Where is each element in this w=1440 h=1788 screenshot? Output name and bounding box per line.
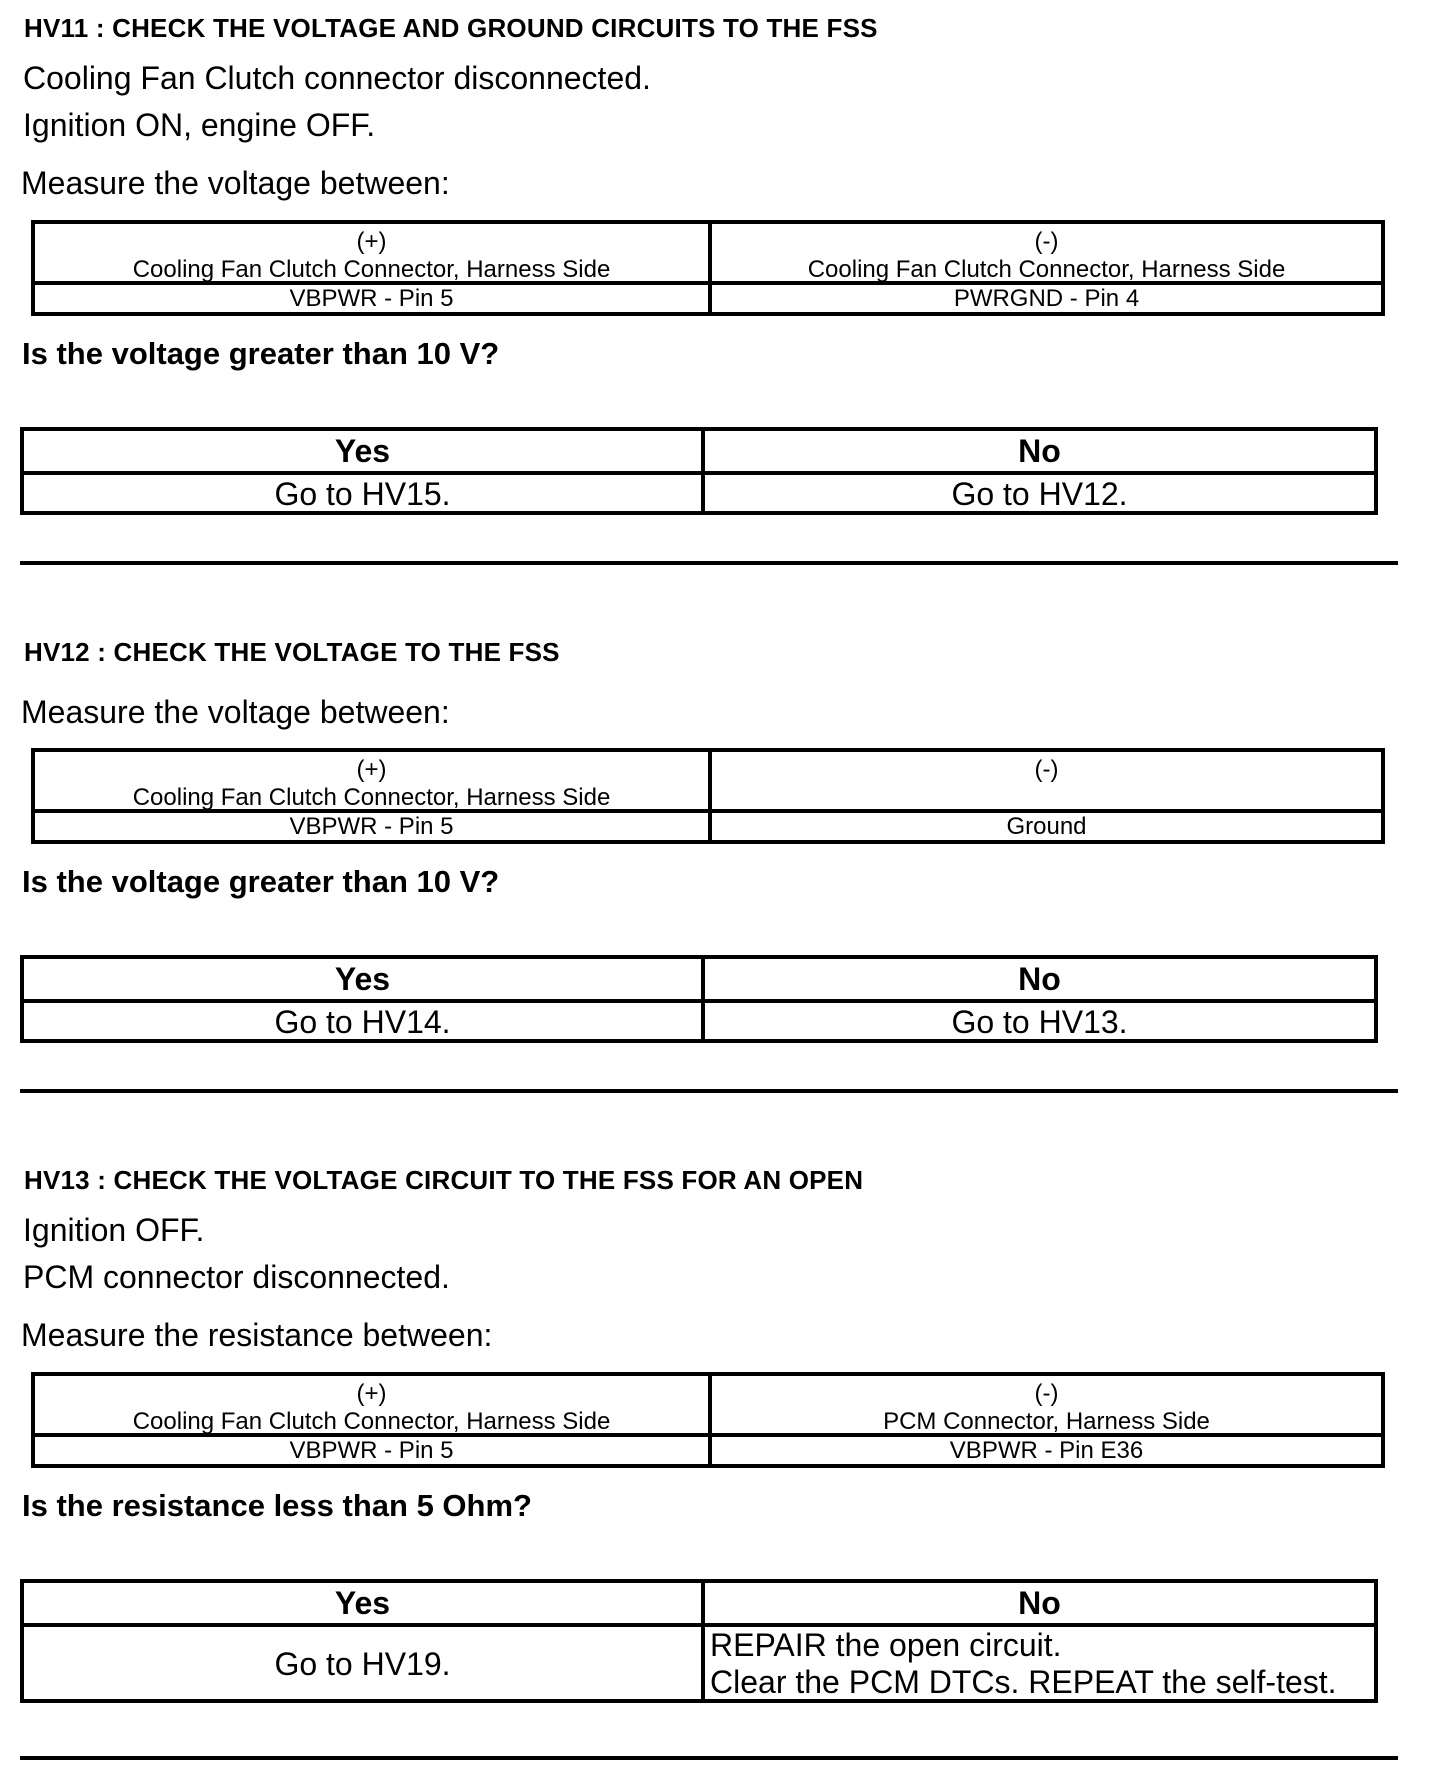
hv11-answer-table <box>20 427 1378 515</box>
hv13-answer-table <box>20 1579 1378 1703</box>
hv11-step-3: Measure the voltage between: <box>21 165 450 201</box>
hv11-measure-right-label: Cooling Fan Clutch Connector, Harness Side <box>807 256 1286 283</box>
hv11-measure-left-value: VBPWR - Pin 5 <box>289 285 454 312</box>
hv12-measure-left-sign: (+) <box>356 756 387 783</box>
hv11-step-2: Ignition ON, engine OFF. <box>23 107 376 143</box>
hv12-measure-right-value: Ground <box>1006 813 1087 840</box>
hv13-step-3: Measure the resistance between: <box>21 1317 493 1353</box>
hv13-measure-left-value: VBPWR - Pin 5 <box>289 1437 454 1464</box>
hv12-no-header: No <box>1018 961 1061 997</box>
hv12-no-value: Go to HV13. <box>951 1004 1128 1040</box>
hv13-measure-right-sign: (-) <box>1034 1380 1059 1407</box>
hv13-measure-right-label: PCM Connector, Harness Side <box>883 1408 1210 1435</box>
hv13-measure-table <box>31 1372 1385 1468</box>
hv13-step-2: PCM connector disconnected. <box>23 1259 450 1295</box>
hv11-measure-left-sign: (+) <box>356 228 387 255</box>
hv12-step-1: Measure the voltage between: <box>21 694 450 730</box>
hv13-yes-value: Go to HV19. <box>274 1646 451 1682</box>
hv11-no-header: No <box>1018 433 1061 469</box>
hv13-measure-right-value: VBPWR - Pin E36 <box>949 1437 1144 1464</box>
hv11-step-1: Cooling Fan Clutch connector disconnected. <box>23 60 651 96</box>
hv12-yes-value: Go to HV14. <box>274 1004 451 1040</box>
hv11-heading: HV11 : CHECK THE VOLTAGE AND GROUND CIRCUITS TO THE FSS <box>24 13 878 43</box>
hv13-no-line-1: REPAIR the open circuit. <box>710 1627 1062 1663</box>
hv12-heading: HV12 : CHECK THE VOLTAGE TO THE FSS <box>24 637 560 667</box>
hv13-heading: HV13 : CHECK THE VOLTAGE CIRCUIT TO THE FSS FOR AN OPEN <box>24 1165 864 1195</box>
hv13-measure-left-label: Cooling Fan Clutch Connector, Harness Side <box>132 1408 611 1435</box>
hv11-question: Is the voltage greater than 10 V? <box>22 336 500 371</box>
hv11-measure-right-sign: (-) <box>1034 228 1059 255</box>
hv12-yes-header: Yes <box>334 961 391 997</box>
section-divider <box>20 1089 1398 1093</box>
section-divider <box>20 561 1398 565</box>
hv11-yes-value: Go to HV15. <box>274 476 451 512</box>
hv12-measure-left-value: VBPWR - Pin 5 <box>289 813 454 840</box>
hv12-question: Is the voltage greater than 10 V? <box>22 864 500 899</box>
hv13-no-header: No <box>1018 1585 1061 1621</box>
hv11-yes-header: Yes <box>334 433 391 469</box>
hv13-no-line-2: Clear the PCM DTCs. REPEAT the self-test. <box>710 1664 1337 1700</box>
hv12-measure-table <box>31 748 1385 844</box>
hv13-measure-left-sign: (+) <box>356 1380 387 1407</box>
hv12-measure-left-label: Cooling Fan Clutch Connector, Harness Side <box>132 784 611 811</box>
hv11-measure-left-label: Cooling Fan Clutch Connector, Harness Side <box>132 256 611 283</box>
hv12-measure-right-sign: (-) <box>1034 756 1059 783</box>
hv11-no-value: Go to HV12. <box>951 476 1128 512</box>
hv13-step-1: Ignition OFF. <box>23 1212 205 1248</box>
hv11-measure-right-value: PWRGND - Pin 4 <box>953 285 1140 312</box>
hv13-question: Is the resistance less than 5 Ohm? <box>22 1488 532 1523</box>
hv11-measure-table <box>31 220 1385 316</box>
section-divider <box>20 1756 1398 1760</box>
hv13-yes-header: Yes <box>334 1585 391 1621</box>
hv12-answer-table <box>20 955 1378 1043</box>
